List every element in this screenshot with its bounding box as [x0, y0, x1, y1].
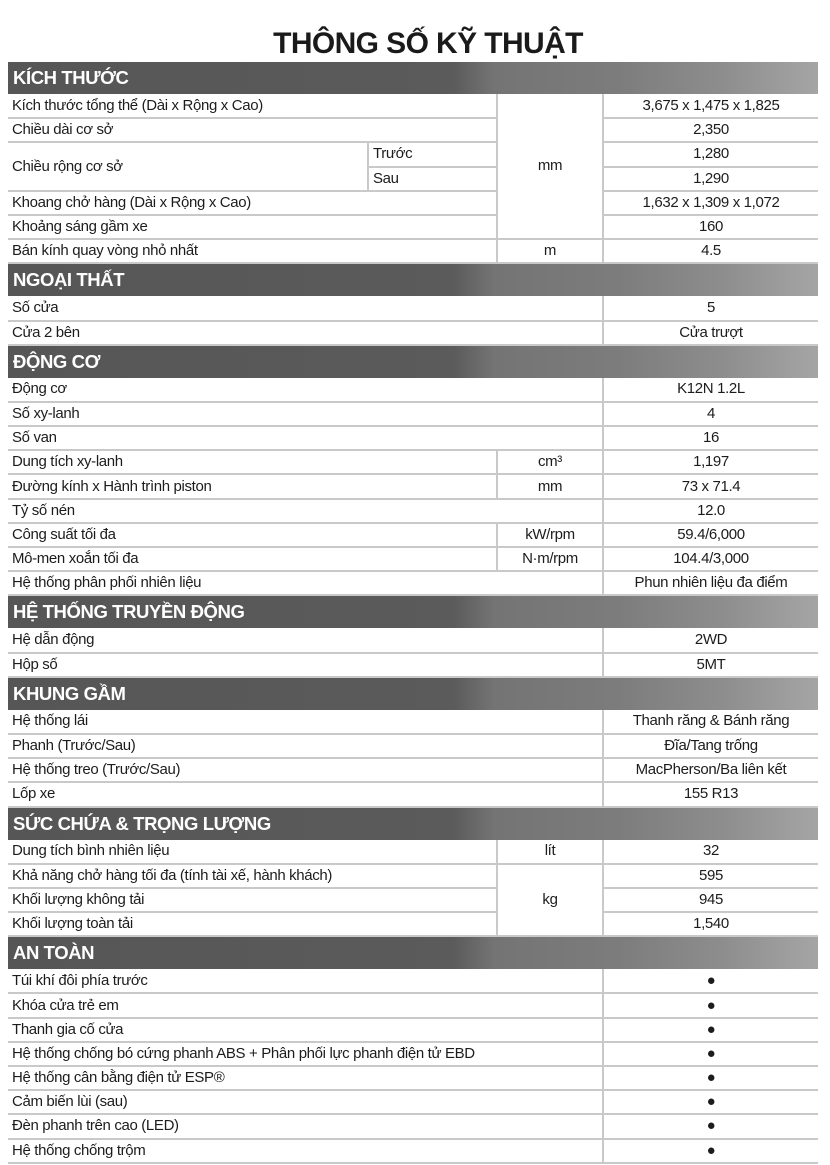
spec-label: Hệ thống treo (Trước/Sau): [8, 758, 603, 782]
spec-label: Khối lượng toàn tải: [8, 912, 497, 936]
spec-row: [8, 782, 818, 806]
spec-unit: mm: [497, 94, 603, 239]
spec-table: [8, 62, 818, 1164]
spec-value: 5: [603, 296, 818, 320]
spec-unit: kW/rpm: [497, 523, 603, 547]
spec-unit: cm³: [497, 450, 603, 474]
spec-label: Cảm biến lùi (sau): [8, 1090, 603, 1114]
spec-row: [8, 1042, 818, 1066]
section-title: NGOẠI THẤT: [8, 263, 818, 296]
spec-value: 16: [603, 426, 818, 450]
spec-label: Chiều dài cơ sở: [8, 118, 497, 142]
spec-value: 3,675 x 1,475 x 1,825: [603, 94, 818, 118]
spec-row: [8, 94, 818, 118]
spec-row: [8, 969, 818, 993]
spec-label: Công suất tối đa: [8, 523, 497, 547]
spec-label: Hệ thống chống bó cứng phanh ABS + Phân phối lực phanh điện tử EBD: [8, 1042, 603, 1066]
spec-value: 945: [603, 888, 818, 912]
spec-row: [8, 1090, 818, 1114]
section-header: [8, 263, 818, 296]
spec-row: [8, 734, 818, 758]
section-header: [8, 807, 818, 840]
section-title: HỆ THỐNG TRUYỀN ĐỘNG: [8, 595, 818, 628]
spec-value: 59.4/6,000: [603, 523, 818, 547]
spec-label: Hệ dẫn động: [8, 628, 603, 652]
spec-row: [8, 450, 818, 474]
spec-table-body: [8, 62, 818, 1163]
section-title: SỨC CHỨA & TRỌNG LƯỢNG: [8, 807, 818, 840]
spec-label: Hệ thống cân bằng điện tử ESP®: [8, 1066, 603, 1090]
spec-label: Lốp xe: [8, 782, 603, 806]
spec-row: [8, 571, 818, 595]
spec-label: Số van: [8, 426, 603, 450]
spec-value: 12.0: [603, 499, 818, 523]
section-header: [8, 345, 818, 378]
spec-value: 1,632 x 1,309 x 1,072: [603, 191, 818, 215]
spec-label: Chiều rộng cơ sở: [8, 142, 368, 190]
spec-row: [8, 1066, 818, 1090]
spec-value: 5MT: [603, 653, 818, 677]
spec-label: Cửa 2 bên: [8, 321, 603, 345]
spec-row: [8, 547, 818, 571]
spec-label: Khả năng chở hàng tối đa (tính tài xế, hành khách): [8, 864, 497, 888]
spec-label: Đường kính x Hành trình piston: [8, 474, 497, 498]
spec-value: MacPherson/Ba liên kết: [603, 758, 818, 782]
spec-label: Hệ thống phân phối nhiên liệu: [8, 571, 603, 595]
spec-label: Kích thước tổng thể (Dài x Rộng x Cao): [8, 94, 497, 118]
spec-row: [8, 296, 818, 320]
section-header: [8, 936, 818, 969]
spec-row: [8, 239, 818, 263]
spec-label: Hệ thống lái: [8, 710, 603, 734]
spec-label: Khóa cửa trẻ em: [8, 993, 603, 1017]
spec-label: Tỷ số nén: [8, 499, 603, 523]
spec-row: [8, 426, 818, 450]
included-dot-icon: ●: [603, 993, 818, 1017]
spec-row: [8, 523, 818, 547]
spec-value: 104.4/3,000: [603, 547, 818, 571]
section-title: AN TOÀN: [8, 936, 818, 969]
spec-label: Bán kính quay vòng nhỏ nhất: [8, 239, 497, 263]
spec-row: [8, 710, 818, 734]
spec-row: [8, 912, 818, 936]
included-dot-icon: ●: [603, 1066, 818, 1090]
spec-unit: mm: [497, 474, 603, 498]
section-title: KÍCH THƯỚC: [8, 62, 818, 94]
spec-value: 155 R13: [603, 782, 818, 806]
section-header: [8, 62, 818, 94]
included-dot-icon: ●: [603, 1139, 818, 1163]
section-header: [8, 677, 818, 710]
spec-row: [8, 118, 818, 142]
spec-value: 160: [603, 215, 818, 239]
spec-label: Khối lượng không tải: [8, 888, 497, 912]
spec-unit: kg: [497, 864, 603, 937]
spec-value: Thanh răng & Bánh răng: [603, 710, 818, 734]
section-title: ĐỘNG CƠ: [8, 345, 818, 378]
spec-value: Phun nhiên liệu đa điểm: [603, 571, 818, 595]
spec-label: Hộp số: [8, 653, 603, 677]
spec-label: Khoảng sáng gầm xe: [8, 215, 497, 239]
spec-label: Dung tích bình nhiên liệu: [8, 840, 497, 864]
spec-value: 73 x 71.4: [603, 474, 818, 498]
included-dot-icon: ●: [603, 969, 818, 993]
included-dot-icon: ●: [603, 1042, 818, 1066]
spec-value: 32: [603, 840, 818, 864]
spec-row: [8, 888, 818, 912]
spec-value: 2,350: [603, 118, 818, 142]
spec-label: Khoang chở hàng (Dài x Rộng x Cao): [8, 191, 497, 215]
spec-row: [8, 378, 818, 402]
spec-row: [8, 215, 818, 239]
spec-row: [8, 628, 818, 652]
spec-row: [8, 1139, 818, 1163]
spec-row: [8, 653, 818, 677]
spec-row: [8, 1018, 818, 1042]
included-dot-icon: ●: [603, 1114, 818, 1138]
spec-row: [8, 321, 818, 345]
spec-row: [8, 840, 818, 864]
spec-label: Động cơ: [8, 378, 603, 402]
spec-label: Số cửa: [8, 296, 603, 320]
spec-sub-label: Sau: [368, 167, 497, 191]
spec-value: 4: [603, 402, 818, 426]
spec-value: 4.5: [603, 239, 818, 263]
spec-row: [8, 474, 818, 498]
spec-label: Phanh (Trước/Sau): [8, 734, 603, 758]
spec-row: [8, 864, 818, 888]
included-dot-icon: ●: [603, 1090, 818, 1114]
spec-value: 1,290: [603, 167, 818, 191]
spec-label: Túi khí đôi phía trước: [8, 969, 603, 993]
spec-value: 1,540: [603, 912, 818, 936]
spec-label: Thanh gia cố cửa: [8, 1018, 603, 1042]
spec-label: Số xy-lanh: [8, 402, 603, 426]
spec-value: 2WD: [603, 628, 818, 652]
spec-row: [8, 1114, 818, 1138]
spec-unit: N·m/rpm: [497, 547, 603, 571]
included-dot-icon: ●: [603, 1018, 818, 1042]
spec-row: [8, 402, 818, 426]
spec-label: Đèn phanh trên cao (LED): [8, 1114, 603, 1138]
spec-label: Mô-men xoắn tối đa: [8, 547, 497, 571]
spec-label: Dung tích xy-lanh: [8, 450, 497, 474]
spec-value: Đĩa/Tang trống: [603, 734, 818, 758]
page-title: THÔNG SỐ KỸ THUẬT: [273, 27, 583, 61]
spec-sub-label: Trước: [368, 142, 497, 166]
section-title: KHUNG GẦM: [8, 677, 818, 710]
spec-value: K12N 1.2L: [603, 378, 818, 402]
spec-unit: lít: [497, 840, 603, 864]
spec-row: [8, 993, 818, 1017]
spec-value: 595: [603, 864, 818, 888]
spec-row: [8, 191, 818, 215]
spec-value: Cửa trượt: [603, 321, 818, 345]
spec-label: Hệ thống chống trộm: [8, 1139, 603, 1163]
spec-value: 1,197: [603, 450, 818, 474]
spec-row: [8, 758, 818, 782]
spec-value: 1,280: [603, 142, 818, 166]
spec-unit: m: [497, 239, 603, 263]
section-header: [8, 595, 818, 628]
spec-row: [8, 499, 818, 523]
spec-row: [8, 142, 818, 166]
